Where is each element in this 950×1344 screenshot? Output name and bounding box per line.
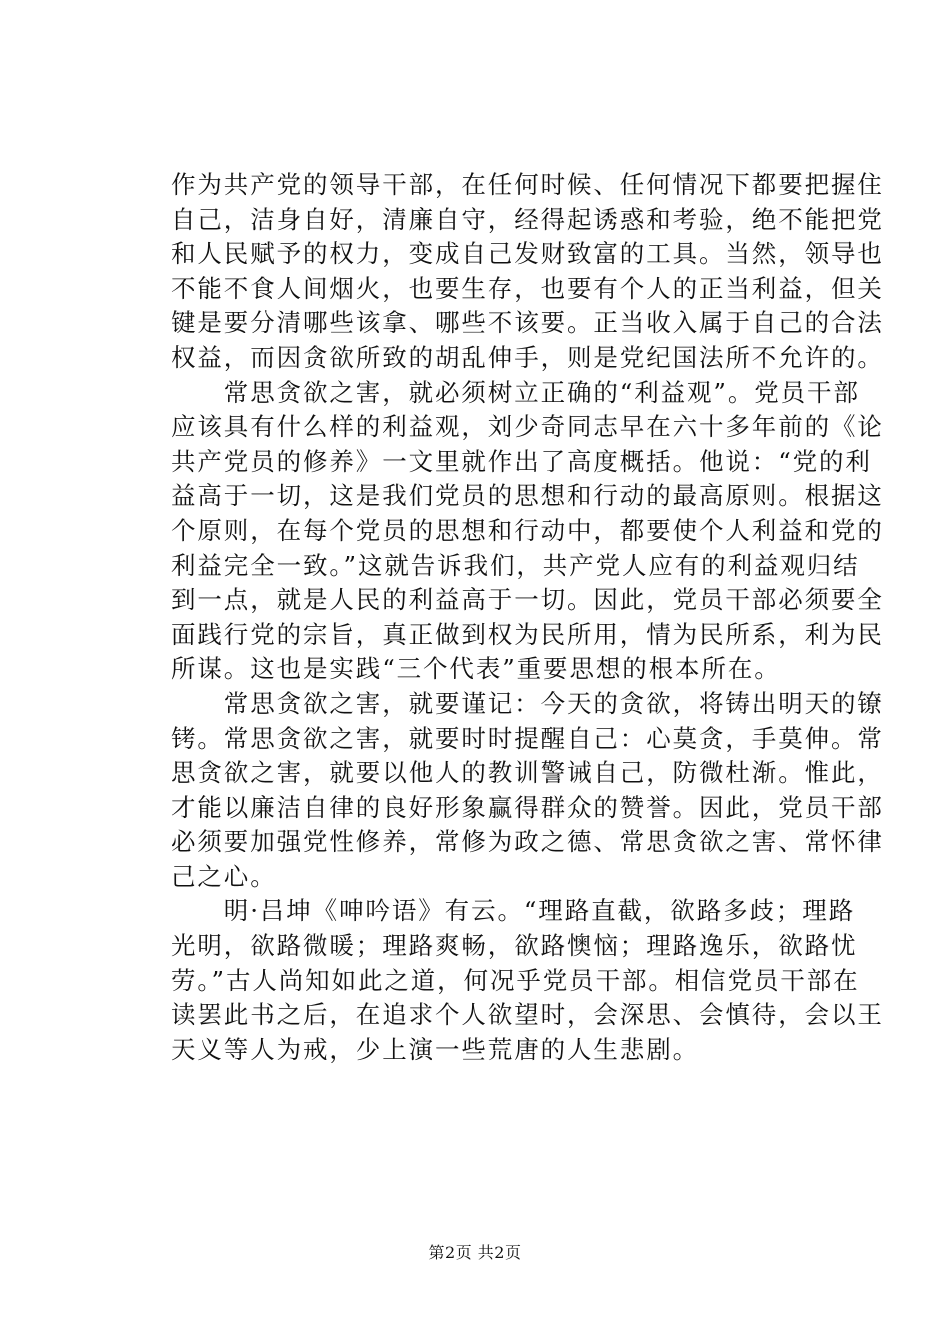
text-line: 键是要分清哪些该拿、哪些不该要。正当收入属于自己的合法 — [171, 308, 884, 338]
text-line: 益高于一切，这是我们党员的思想和行动的最高原则。根据这 — [171, 481, 884, 511]
text-line: 才能以廉洁自律的良好形象赢得群众的赞誉。因此，党员干部 — [171, 792, 884, 822]
text-line: 应该具有什么样的利益观，刘少奇同志早在六十多年前的《论 — [171, 412, 884, 442]
text-line: 共产党员的修养》一文里就作出了高度概括。他说：“党的利 — [171, 446, 872, 476]
page-number-footer: 第2页 共2页 — [428, 1243, 522, 1262]
text-line: 铐。常思贪欲之害，就要时时提醒自己：心莫贪，手莫伸。常 — [171, 723, 884, 753]
text-line: 作为共产党的领导干部，在任何时候、任何情况下都要把握住 — [171, 170, 884, 199]
text-line: 劳。”古人尚知如此之道，何况乎党员干部。相信党员干部在 — [171, 965, 860, 995]
text-line: 必须要加强党性修养，常修为政之德、常思贪欲之害、常怀律 — [171, 827, 884, 857]
text-line: 所谋。这也是实践“三个代表”重要思想的根本所在。 — [171, 654, 781, 684]
text-line: 常思贪欲之害，就必须树立正确的“利益观”。党员干部 — [171, 377, 860, 407]
text-line: 权益，而因贪欲所致的胡乱伸手，则是党纪国法所不允许的。 — [171, 342, 884, 372]
text-line: 天义等人为戒，少上演一些荒唐的人生悲剧。 — [171, 1034, 699, 1064]
text-line: 读罢此书之后，在追求个人欲望时，会深思、会慎待，会以王 — [171, 1000, 884, 1030]
text-line: 常思贪欲之害，就要谨记：今天的贪欲，将铸出明天的镣 — [171, 688, 884, 718]
text-line: 光明，欲路微暖；理路爽畅，欲路懊恼；理路逸乐，欲路忧 — [171, 931, 858, 961]
text-line: 利益完全一致。”这就告诉我们，共产党人应有的利益观归结 — [171, 550, 860, 580]
text-line: 明·吕坤《呻吟语》有云。“理路直截，欲路多歧；理路 — [171, 896, 856, 926]
body-text — [171, 168, 884, 1067]
text-line: 个原则，在每个党员的思想和行动中，都要使个人利益和党的 — [171, 515, 884, 545]
text-line: 面践行党的宗旨，真正做到权为民所用，情为民所系，利为民 — [171, 619, 884, 649]
text-line: 和人民赋予的权力，变成自己发财致富的工具。当然，领导也 — [171, 239, 884, 269]
text-line: 到一点，就是人民的利益高于一切。因此，党员干部必须要全 — [171, 585, 884, 615]
text-line: 自己，洁身自好，清廉自守，经得起诱惑和考验，绝不能把党 — [171, 204, 884, 234]
text-line: 己之心。 — [171, 861, 277, 891]
text-line: 思贪欲之害，就要以他人的教训警诫自己，防微杜渐。惟此， — [171, 758, 884, 788]
text-line: 不能不食人间烟火，也要生存，也要有个人的正当利益，但关 — [171, 273, 884, 303]
